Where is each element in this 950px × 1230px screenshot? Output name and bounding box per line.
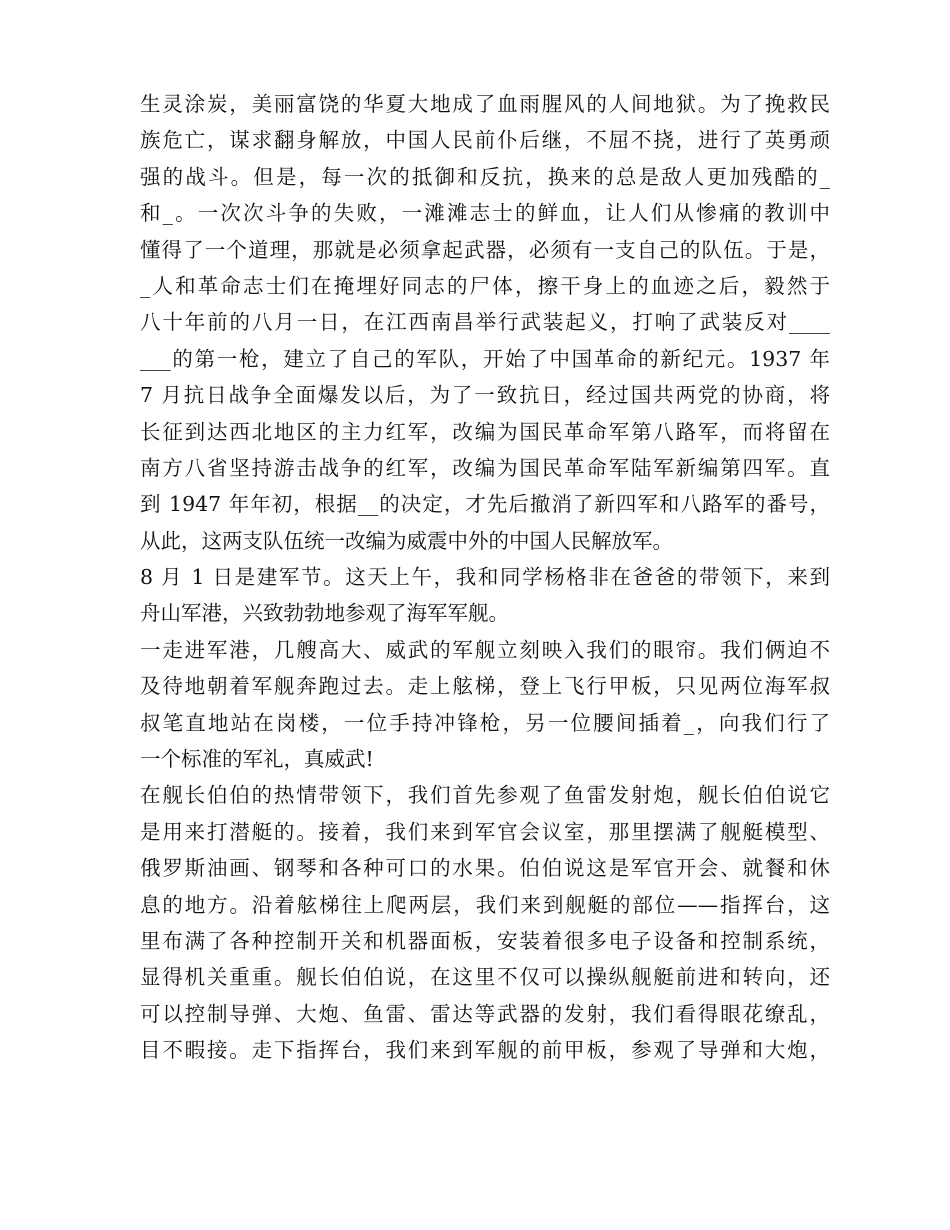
text-line: 俄罗斯油画、钢琴和各种可口的水果。伯伯说这是军官开会、就餐和休 [140,856,830,881]
text-line: 生灵涂炭，美丽富饶的华夏大地成了血雨腥风的人间地狱。为了挽救民 [140,92,830,116]
text-line: 在舰长伯伯的热情带领下，我们首先参观了鱼雷发射炮，舰长伯伯说它 [140,783,830,808]
paragraph-end-line: 舟山军港，兴致勃勃地参观了海军军舰。 [140,601,509,626]
text-line: 一走进军港，几艘高大、威武的军舰立刻映入我们的眼帘。我们俩迫不 [140,637,830,662]
text-line: 可以控制导弹、大炮、鱼雷、雷达等武器的发射，我们看得眼花缭乱， [140,1001,830,1026]
text-line: 是用来打潜艇的。接着，我们来到军官会议室，那里摆满了舰艇模型、 [140,819,830,844]
text-line: 及待地朝着军舰奔跑过去。走上舷梯，登上飞行甲板，只见两位海军叔 [140,674,830,699]
text-line: 族危亡，谋求翻身解放，中国人民前仆后继，不屈不挠，进行了英勇顽 [140,128,830,153]
text-line: 懂得了一个道理，那就是必须拿起武器，必须有一支自己的队伍。于是， [140,237,830,262]
text-line: 目不暇接。走下指挥台，我们来到军舰的前甲板，参观了导弹和大炮， [140,1038,830,1063]
text-line: 和_。一次次斗争的失败，一滩滩志士的鲜血，让人们从惨痛的教训中 [140,201,830,226]
text-line: 7 月抗日战争全面爆发以后，为了一致抗日，经过国共两党的协商，将 [140,383,830,408]
text-line: 8 月 1 日是建军节。这天上午，我和同学杨格非在爸爸的带领下，来到 [140,565,830,590]
document-body [140,86,830,1069]
text-line: ___的第一枪，建立了自己的军队，开始了中国革命的新纪元。1937 年 [140,346,830,371]
text-line: 显得机关重重。舰长伯伯说，在这里不仅可以操纵舰艇前进和转向，还 [140,965,830,990]
text-line: 强的战斗。但是，每一次的抵御和反抗，换来的总是敌人更加残酷的_ [140,164,830,189]
paragraph-end-line: 从此，这两支队伍统一改编为威震中外的中国人民解放军。 [140,528,673,553]
text-line: 里布满了各种控制开关和机器面板，安装着很多电子设备和控制系统， [140,928,830,953]
text-line: 南方八省坚持游击战争的红军，改编为国民革命军陆军新编第四军。直 [140,455,830,480]
paragraph-end-line: 一个标准的军礼，真威武! [140,747,374,772]
text-line: 息的地方。沿着舷梯往上爬两层，我们来到舰艇的部位——指挥台，这 [140,892,830,917]
text-line: 长征到达西北地区的主力红军，改编为国民革命军第八路军，而将留在 [140,419,830,444]
text-line: 八十年前的八月一日，在江西南昌举行武装起义，打响了武装反对____ [140,310,830,335]
text-line: _人和革命志士们在掩埋好同志的尸体，擦干身上的血迹之后，毅然于 [140,273,830,298]
text-line: 到 1947 年年初，根据__的决定，才先后撤消了新四军和八路军的番号， [140,492,830,517]
text-line: 叔笔直地站在岗楼，一位手持冲锋枪，另一位腰间插着_，向我们行了 [140,710,830,735]
